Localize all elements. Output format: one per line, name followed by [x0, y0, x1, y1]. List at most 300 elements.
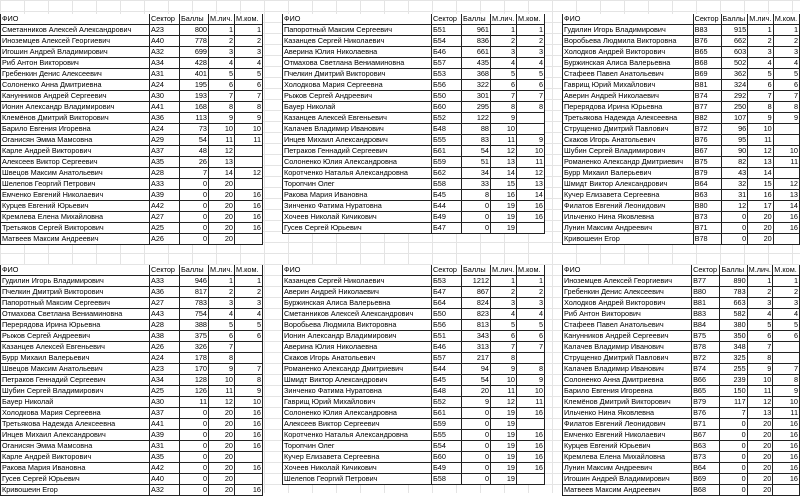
table-row: [283, 190, 545, 201]
fio-cell: Алексеев Виктор Сергеевич: [283, 419, 432, 430]
team-place-cell: 16: [517, 212, 545, 223]
sector-cell: А31: [150, 441, 180, 452]
personal-place-cell: 20: [747, 452, 773, 463]
column-header: Сектор: [692, 265, 720, 276]
score-cell: 0: [720, 452, 747, 463]
fio-cell: Кремлева Елена Михайловна: [1, 212, 150, 223]
score-cell: 12: [721, 201, 748, 212]
sector-cell: В66: [692, 375, 720, 386]
score-cell: 26: [180, 157, 209, 168]
personal-place-cell: 13: [747, 408, 773, 419]
fio-cell: Воробьева Людмила Викторовна: [283, 320, 432, 331]
fio-cell: Гребенкин Денис Алексеевич: [563, 287, 692, 298]
table-row: [563, 146, 800, 157]
sector-cell: Б46: [432, 342, 462, 353]
score-cell: 51: [462, 157, 491, 168]
fio-cell: Карле Андрей Викторович: [1, 146, 150, 157]
table-row: [283, 135, 545, 146]
fio-cell: Калачев Владимир Иванович: [563, 342, 692, 353]
personal-place-cell: 20: [209, 212, 235, 223]
sector-cell: В83: [693, 25, 721, 36]
fio-cell: Ионин Александр Владимирович: [1, 102, 150, 113]
table-row: [563, 463, 800, 474]
team-place-cell: 6: [517, 331, 545, 342]
table-row: [1, 364, 263, 375]
team-place-cell: [773, 353, 800, 364]
sector-cell: А32: [150, 485, 180, 496]
sector-cell: Б52: [432, 113, 462, 124]
fio-cell: Канунников Андрей Сергеевич: [563, 331, 692, 342]
fio-cell: Холодков Андрей Викторович: [563, 47, 694, 58]
personal-place-cell: 20: [209, 452, 235, 463]
table-row: [563, 234, 800, 245]
team-place-cell: 10: [235, 124, 263, 135]
personal-place-cell: 6: [747, 331, 773, 342]
fio-cell: Бурр Михаил Валерьевич: [563, 168, 694, 179]
personal-place-cell: 8: [747, 353, 773, 364]
fio-cell: Барило Евгения Игоревна: [1, 124, 150, 135]
team-place-cell: 4: [773, 309, 800, 320]
fio-cell: Бауер Николай: [1, 397, 150, 408]
fio-cell: Холодкова Мария Сергеевна: [283, 80, 432, 91]
personal-place-cell: 12: [491, 146, 517, 157]
column-header: М.лич.: [749, 14, 772, 23]
column-header: ФИО: [283, 14, 432, 25]
team-place-cell: 13: [517, 179, 545, 190]
sector-cell: Б56: [432, 320, 462, 331]
table-row: [1, 102, 263, 113]
sector-cell: А37: [150, 408, 180, 419]
personal-place-cell: 20: [209, 179, 235, 190]
table-row: [283, 342, 545, 353]
fio-cell: Алексеев Виктор Сергеевич: [1, 157, 150, 168]
team-place-cell: 6: [517, 80, 545, 91]
sector-cell: Б61: [432, 408, 462, 419]
fio-cell: Казанцев Сергей Николаевич: [283, 36, 432, 47]
team-place-cell: 9: [235, 113, 263, 124]
score-cell: 0: [462, 441, 491, 452]
sector-cell: А28: [150, 168, 180, 179]
table-row: [1, 474, 263, 485]
table-row: [563, 25, 800, 36]
fio-cell: Игошин Андрей Владимирович: [1, 47, 150, 58]
personal-place-cell: 8: [491, 102, 517, 113]
sector-cell: А25: [150, 223, 180, 234]
sector-cell: А38: [150, 331, 180, 342]
score-cell: 890: [720, 276, 747, 287]
table-row: [1, 320, 263, 331]
score-cell: 239: [720, 375, 747, 386]
sector-cell: А40: [150, 36, 180, 47]
team-place-cell: 6: [235, 80, 263, 91]
personal-place-cell: 5: [491, 69, 517, 80]
fio-cell: Скаков Игорь Анатольевич: [563, 135, 694, 146]
fio-cell: Перерядова Ирина Юрьевна: [1, 320, 150, 331]
sector-cell: Б52: [432, 397, 462, 408]
team-place-cell: 7: [235, 364, 263, 375]
table-row: [563, 419, 800, 430]
team-place-cell: [773, 342, 800, 353]
table-row: [283, 287, 545, 298]
personal-place-cell: 4: [747, 309, 773, 320]
team-place-cell: 16: [235, 419, 263, 430]
fio-cell: Шубин Сергей Владимирович: [1, 386, 150, 397]
team-place-cell: [235, 234, 263, 245]
team-place-cell: 9: [773, 113, 799, 124]
column-header: М.ком.: [235, 265, 263, 276]
fio-cell: Лунин Максим Андреевич: [563, 463, 692, 474]
score-cell: 122: [462, 113, 491, 124]
score-cell: 193: [180, 91, 209, 102]
personal-place-cell: 11: [748, 135, 774, 146]
team-place-cell: 11: [517, 157, 545, 168]
fio-cell: Ильченко Нина Яковлевна: [563, 408, 692, 419]
score-cell: 343: [462, 331, 491, 342]
score-cell: 0: [721, 223, 748, 234]
table-row: [563, 375, 800, 386]
personal-place-cell: 4: [209, 58, 235, 69]
team-place-cell: 10: [773, 397, 800, 408]
team-place-cell: [517, 474, 545, 485]
fio-cell: Гаврищ Юрий Михайлович: [283, 397, 432, 408]
fio-cell: Рыжов Сергей Андреевич: [1, 331, 150, 342]
standings-table: [282, 265, 545, 485]
fio-cell: Риб Антон Викторович: [563, 309, 692, 320]
personal-place-cell: 12: [209, 397, 235, 408]
score-cell: 217: [462, 353, 491, 364]
table-row: [283, 397, 545, 408]
team-place-cell: 2: [517, 287, 545, 298]
team-place-cell: 10: [235, 397, 263, 408]
personal-place-cell: 1: [209, 276, 235, 287]
sector-cell: В76: [693, 36, 721, 47]
score-cell: 0: [180, 190, 209, 201]
score-cell: 783: [720, 287, 747, 298]
team-place-cell: 5: [517, 320, 545, 331]
personal-place-cell: 20: [209, 408, 235, 419]
personal-place-cell: 7: [209, 91, 235, 102]
personal-place-cell: 7: [491, 91, 517, 102]
score-cell: 150: [720, 386, 747, 397]
sector-cell: А27: [150, 298, 180, 309]
fio-cell: Филатов Евгений Леонидович: [563, 419, 692, 430]
personal-place-cell: 11: [747, 386, 773, 397]
table-row: [1, 309, 263, 320]
personal-place-cell: 12: [748, 146, 774, 157]
table-row: [1, 36, 263, 47]
table-header-row: [1, 14, 263, 25]
table-row: [1, 353, 263, 364]
sector-cell: А34: [150, 58, 180, 69]
table-row: [563, 212, 800, 223]
team-place-cell: 16: [235, 212, 263, 223]
personal-place-cell: 19: [491, 474, 517, 485]
table-row: [283, 113, 545, 124]
team-place-cell: [235, 146, 263, 157]
sector-cell: Б51: [432, 331, 462, 342]
sector-cell: В68: [693, 58, 721, 69]
score-cell: 362: [721, 69, 748, 80]
score-cell: 375: [180, 331, 209, 342]
score-cell: 33: [462, 179, 491, 190]
sector-cell: Б56: [432, 80, 462, 91]
sector-cell: А42: [150, 201, 180, 212]
table-row: [1, 212, 263, 223]
personal-place-cell: 20: [209, 234, 235, 245]
table-row: [283, 25, 545, 36]
table-row: [563, 331, 800, 342]
fio-cell: Коротченко Наталья Александровна: [283, 168, 432, 179]
fio-cell: Клемёнов Дмитрий Викторович: [1, 113, 150, 124]
score-cell: 0: [462, 474, 491, 485]
score-cell: 0: [462, 463, 491, 474]
table-row: [283, 157, 545, 168]
score-cell: 582: [720, 309, 747, 320]
team-place-cell: [235, 474, 263, 485]
score-cell: 43: [721, 168, 748, 179]
personal-place-cell: 2: [491, 287, 517, 298]
personal-place-cell: 14: [491, 168, 517, 179]
column-header: М.лич.: [748, 265, 771, 274]
score-cell: 1212: [462, 276, 491, 287]
team-place-cell: 7: [517, 342, 545, 353]
personal-place-cell: 2: [747, 287, 773, 298]
fio-cell: Бурр Михаил Валерьевич: [1, 353, 150, 364]
team-place-cell: 7: [235, 91, 263, 102]
fio-cell: Карле Андрей Викторович: [1, 452, 150, 463]
score-cell: 754: [180, 309, 209, 320]
sector-cell: Б62: [432, 168, 462, 179]
score-cell: 94: [462, 364, 491, 375]
personal-place-cell: 9: [747, 364, 773, 375]
team-place-cell: 16: [773, 452, 800, 463]
sector-cell: В67: [693, 146, 721, 157]
score-cell: 32: [721, 179, 748, 190]
table-row: [1, 298, 263, 309]
team-place-cell: [235, 342, 263, 353]
fio-cell: Матвеев Максим Андреевич: [563, 485, 692, 496]
personal-place-cell: 8: [209, 102, 235, 113]
score-cell: 603: [721, 47, 748, 58]
sector-cell: А30: [150, 91, 180, 102]
score-cell: 0: [180, 452, 209, 463]
standings-table: [562, 14, 800, 245]
sector-cell: Б55: [432, 135, 462, 146]
personal-place-cell: 5: [748, 69, 774, 80]
sector-cell: Б50: [432, 91, 462, 102]
personal-place-cell: 20: [209, 474, 235, 485]
fio-cell: Торопчин Олег: [283, 179, 432, 190]
fio-cell: Третьякова Надежда Алексеевна: [1, 419, 150, 430]
team-place-cell: 16: [773, 223, 799, 234]
team-place-cell: [517, 353, 545, 364]
fio-cell: Инцев Михаил Александрович: [1, 430, 150, 441]
score-cell: 0: [720, 430, 747, 441]
fio-cell: Швецов Максим Анатольевич: [1, 168, 150, 179]
fio-cell: Барило Евгения Игоревна: [563, 386, 692, 397]
score-cell: 0: [462, 452, 491, 463]
table-row: [1, 463, 263, 474]
table-row: [563, 157, 800, 168]
score-cell: 54: [462, 375, 491, 386]
table-row: [283, 408, 545, 419]
personal-place-cell: 5: [491, 320, 517, 331]
sector-cell: Б47: [432, 223, 462, 234]
column-header: М.лич.: [491, 265, 517, 276]
fio-cell: Шубин Сергей Владимирович: [563, 146, 694, 157]
sector-cell: А24: [150, 80, 180, 91]
table-row: [563, 113, 800, 124]
fio-cell: Солоненко Юлия Александровна: [283, 408, 432, 419]
score-cell: 0: [720, 441, 747, 452]
score-cell: 0: [180, 223, 209, 234]
team-place-cell: 1: [517, 276, 545, 287]
column-header: Баллы: [180, 265, 209, 276]
team-place-cell: 16: [235, 485, 263, 496]
table-row: [283, 463, 545, 474]
table-row: [563, 124, 800, 135]
table-row: [563, 309, 800, 320]
score-cell: 20: [462, 386, 491, 397]
score-cell: 0: [720, 474, 747, 485]
team-place-cell: 10: [773, 146, 799, 157]
sector-cell: В80: [693, 201, 721, 212]
personal-place-cell: 7: [491, 342, 517, 353]
sector-cell: В78: [693, 234, 721, 245]
personal-place-cell: 2: [209, 287, 235, 298]
sector-cell: А34: [150, 375, 180, 386]
team-place-cell: 2: [773, 36, 799, 47]
fio-cell: Инцев Михаил Александрович: [283, 135, 432, 146]
table-row: [1, 157, 263, 168]
team-place-cell: [235, 179, 263, 190]
personal-place-cell: 17: [748, 201, 774, 212]
personal-place-cell: 6: [209, 80, 235, 91]
column-header: М.ком.: [235, 14, 263, 25]
sector-cell: А27: [150, 212, 180, 223]
table-row: [563, 91, 800, 102]
personal-place-cell: 1: [209, 25, 235, 36]
personal-place-cell: 13: [491, 157, 517, 168]
personal-place-cell: 10: [209, 375, 235, 386]
team-place-cell: 12: [773, 179, 799, 190]
team-place-cell: 16: [517, 452, 545, 463]
table-row: [283, 419, 545, 430]
personal-place-cell: 7: [747, 342, 773, 353]
table-row: [1, 25, 263, 36]
fio-cell: Скаков Игорь Анатольевич: [283, 353, 432, 364]
sector-cell: А33: [150, 276, 180, 287]
sector-cell: А26: [150, 234, 180, 245]
team-place-cell: 2: [773, 287, 800, 298]
sector-cell: А29: [150, 135, 180, 146]
sector-cell: В75: [692, 331, 720, 342]
sector-cell: В71: [692, 419, 720, 430]
team-place-cell: 3: [773, 47, 799, 58]
score-cell: 836: [462, 36, 491, 47]
score-cell: 128: [180, 375, 209, 386]
fio-cell: Кривошеин Егор: [563, 234, 694, 245]
fio-cell: Буржинская Алиса Валерьевна: [563, 58, 694, 69]
fio-cell: Романенко Александр Дмитриевич: [283, 364, 432, 375]
personal-place-cell: 3: [209, 298, 235, 309]
team-place-cell: 5: [235, 69, 263, 80]
sector-cell: Б45: [432, 190, 462, 201]
score-cell: 661: [462, 47, 491, 58]
score-cell: 0: [462, 419, 491, 430]
sector-cell: Б54: [432, 441, 462, 452]
personal-place-cell: 20: [747, 441, 773, 452]
fio-cell: Гудилин Игорь Владимирович: [563, 25, 694, 36]
sector-cell: А39: [150, 190, 180, 201]
team-place-cell: 16: [235, 441, 263, 452]
team-place-cell: [773, 485, 800, 496]
table-header-row: [283, 14, 545, 25]
score-cell: 326: [180, 342, 209, 353]
column-header: М.ком.: [773, 265, 800, 276]
score-cell: 0: [720, 485, 747, 496]
table-row: [1, 80, 263, 91]
fio-cell: Зинченко Фатима Нуратовна: [283, 201, 432, 212]
sector-cell: В64: [693, 179, 721, 190]
table-row: [1, 408, 263, 419]
fio-cell: Пчелкин Дмитрий Викторович: [283, 69, 432, 80]
team-place-cell: [773, 135, 799, 146]
table-row: [1, 287, 263, 298]
score-cell: 0: [180, 234, 209, 245]
personal-place-cell: 3: [491, 298, 517, 309]
personal-place-cell: 10: [747, 375, 773, 386]
team-place-cell: 5: [517, 69, 545, 80]
table-header-row: [1, 265, 263, 276]
score-cell: 817: [180, 287, 209, 298]
score-cell: 348: [720, 342, 747, 353]
table-row: [563, 69, 800, 80]
table-row: [283, 212, 545, 223]
score-cell: 0: [180, 201, 209, 212]
sector-cell: В79: [692, 397, 720, 408]
sector-cell: А35: [150, 157, 180, 168]
team-place-cell: 8: [517, 102, 545, 113]
personal-place-cell: 19: [491, 212, 517, 223]
personal-place-cell: 10: [491, 124, 517, 135]
score-cell: 0: [720, 419, 747, 430]
personal-place-cell: 9: [491, 364, 517, 375]
fio-cell: Иноземцев Алексей Георгиевич: [563, 276, 692, 287]
sector-cell: В63: [693, 190, 721, 201]
score-cell: 31: [721, 190, 748, 201]
sector-cell: А43: [150, 309, 180, 320]
sector-cell: Б45: [432, 375, 462, 386]
team-place-cell: 2: [235, 36, 263, 47]
personal-place-cell: 19: [491, 223, 517, 234]
fio-cell: Струщенко Дмитрий Павлович: [563, 353, 692, 364]
fio-cell: Буржинская Алиса Валерьевна: [283, 298, 432, 309]
sector-cell: В64: [692, 463, 720, 474]
sector-cell: А23: [150, 25, 180, 36]
standings-table: [0, 14, 263, 245]
score-cell: 168: [180, 102, 209, 113]
fio-cell: Третьякова Надежда Алексеевна: [563, 113, 694, 124]
table-row: [1, 342, 263, 353]
fio-cell: Аверин Андрей Николаевич: [283, 287, 432, 298]
personal-place-cell: 6: [491, 80, 517, 91]
personal-place-cell: 20: [747, 419, 773, 430]
personal-place-cell: 14: [209, 168, 235, 179]
table-row: [563, 441, 800, 452]
score-cell: 178: [180, 353, 209, 364]
fio-cell: Петраков Геннадий Сергеевич: [1, 375, 150, 386]
